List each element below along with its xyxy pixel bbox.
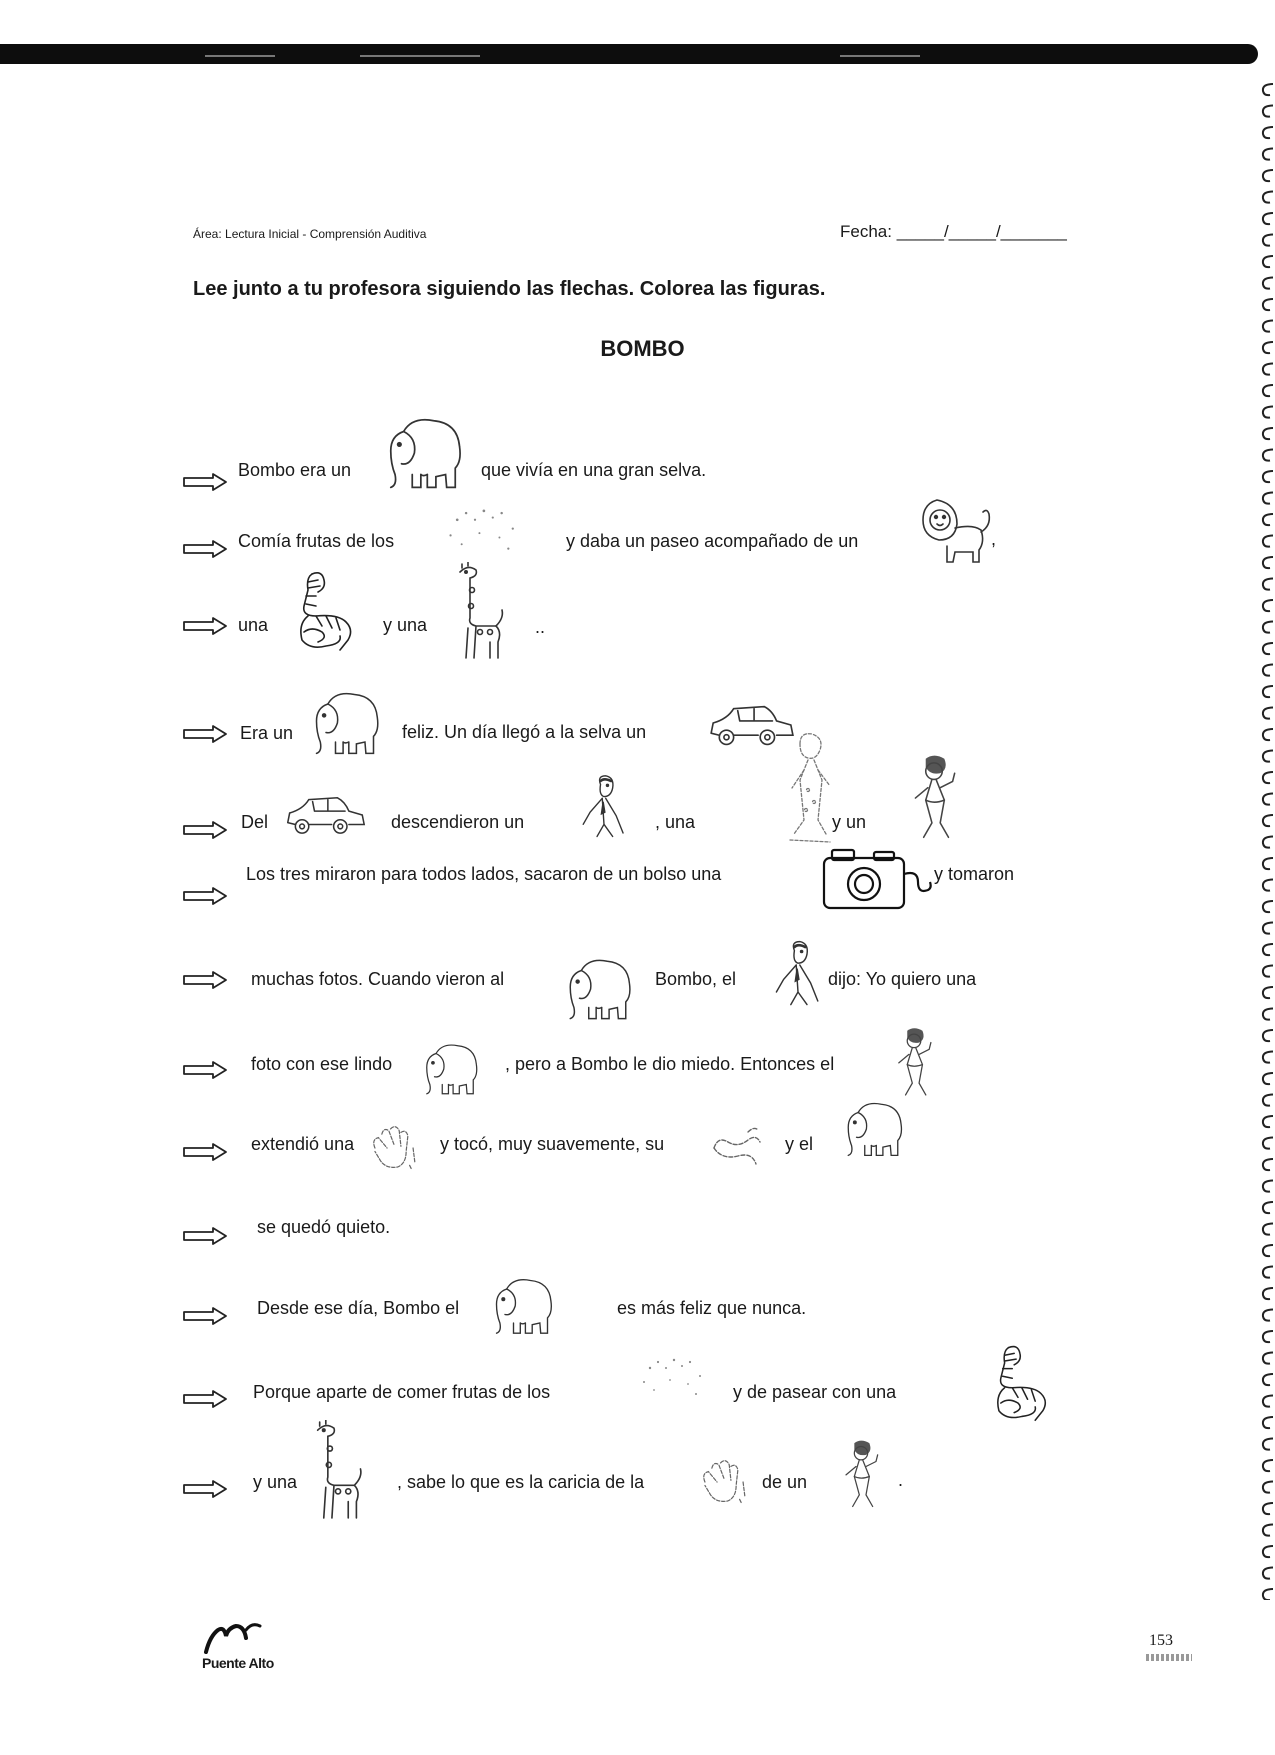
page-stamp: [1146, 1654, 1192, 1661]
spiral-coil: [1263, 1052, 1273, 1063]
story-line: [0, 1010, 1255, 1100]
story-text: Del: [241, 812, 269, 832]
spiral-coil: [1263, 149, 1273, 160]
zebra-icon: [978, 1340, 1058, 1426]
story-text: , pero a Bombo le dio miedo. Entonces el: [505, 1054, 835, 1074]
spiral-coil: [1263, 1116, 1273, 1127]
spiral-coil: [1263, 751, 1273, 762]
story-text: una: [238, 615, 269, 635]
spiral-coil: [1263, 385, 1273, 396]
spiral-coil: [1263, 1288, 1273, 1299]
story-text: Era un: [240, 723, 294, 743]
spiral-coil: [1263, 794, 1273, 805]
story-line: [0, 562, 1255, 652]
trees-icon: [630, 1354, 720, 1404]
right-arrow-icon: [183, 540, 227, 558]
spiral-coil: [1263, 1439, 1273, 1450]
spiral-coil: [1263, 1310, 1273, 1321]
spiral-coil: [1263, 643, 1273, 654]
trees-icon: [435, 504, 535, 560]
right-arrow-icon: [183, 617, 227, 635]
story-text: Bombo era un: [238, 460, 352, 480]
spiral-coil: [1263, 944, 1273, 955]
spiral-coil: [1263, 84, 1273, 95]
man-icon: [578, 772, 630, 842]
spiral-coil: [1263, 1331, 1273, 1342]
zebra-icon: [282, 566, 362, 656]
story-text: Comía frutas de los: [238, 531, 395, 551]
spiral-coil: [1263, 1482, 1273, 1493]
elephant-icon: [488, 1272, 556, 1340]
man-icon: [770, 938, 826, 1010]
spiral-coil: [1263, 1503, 1273, 1514]
spiral-coil: [1263, 493, 1273, 504]
spiral-coil: [1263, 321, 1273, 332]
story-text: de un: [762, 1472, 808, 1492]
giraffe-icon: [305, 1420, 367, 1522]
story-line: [0, 760, 1255, 850]
elephant-icon: [840, 1096, 906, 1162]
child-icon: [836, 1436, 886, 1512]
spiral-coil: [1263, 858, 1273, 869]
spiral-coil: [1263, 1417, 1273, 1428]
scan-streak: [205, 55, 275, 57]
story-text: descendieron un: [391, 812, 525, 832]
spiral-coil: [1263, 708, 1273, 719]
subject-area-label: Área: Lectura Inicial - Comprensión Auditiva: [193, 227, 427, 241]
spiral-coil: [1263, 837, 1273, 848]
spiral-coil: [1263, 192, 1273, 203]
spiral-coil: [1263, 1546, 1273, 1557]
spiral-coil: [1263, 514, 1273, 525]
story-line: [0, 680, 1255, 770]
story-text: ,: [991, 529, 997, 549]
elephant-icon: [418, 1038, 482, 1100]
lion-icon: [915, 490, 995, 570]
spiral-binding: [1258, 80, 1275, 1600]
spiral-coil: [1263, 729, 1273, 740]
spiral-coil: [1263, 1030, 1273, 1041]
logo-text: Puente Alto: [202, 1655, 274, 1671]
spiral-coil: [1263, 1396, 1273, 1407]
story-text: extendió una: [251, 1134, 355, 1154]
spiral-coil: [1263, 987, 1273, 998]
story-text: y un: [832, 812, 867, 832]
date-field-label: Fecha: _____/_____/_______: [840, 222, 1067, 241]
spiral-coil: [1263, 536, 1273, 547]
right-arrow-icon: [183, 1227, 227, 1245]
story-line: [0, 924, 1255, 1014]
spiral-coil: [1263, 815, 1273, 826]
right-arrow-icon: [183, 1480, 227, 1498]
right-arrow-icon: [183, 887, 227, 905]
scan-streak: [360, 55, 480, 57]
right-arrow-icon: [183, 821, 227, 839]
giraffe-icon: [448, 562, 508, 662]
story-text: , una: [655, 812, 696, 832]
story-text: foto con ese lindo: [251, 1054, 393, 1074]
woman-icon: [780, 730, 840, 850]
spiral-coil: [1263, 1245, 1273, 1256]
spiral-coil: [1263, 557, 1273, 568]
story-line: [0, 1340, 1255, 1430]
spiral-coil: [1263, 471, 1273, 482]
spiral-coil: [1263, 622, 1273, 633]
story-text: se quedó quieto.: [257, 1217, 391, 1237]
story-text: y una: [383, 615, 428, 635]
car-icon: [282, 790, 368, 838]
story-text: Los tres miraron para todos lados, sacaron de un bolso una: [246, 864, 722, 884]
story-text: Porque aparte de comer frutas de los: [253, 1382, 551, 1402]
right-arrow-icon: [183, 725, 227, 743]
story-line: [0, 366, 1255, 480]
spiral-coil: [1263, 1159, 1273, 1170]
top-scan-bar: [0, 44, 1258, 64]
page-number: 153: [1149, 1632, 1173, 1649]
right-arrow-icon: [183, 1307, 227, 1325]
hand-icon: [698, 1456, 750, 1508]
spiral-coil: [1263, 170, 1273, 181]
story-text: y de pasear con una: [733, 1382, 897, 1402]
spiral-coil: [1263, 772, 1273, 783]
camera-icon: [818, 844, 938, 914]
spiral-coil: [1263, 1202, 1273, 1213]
spiral-coil: [1263, 1374, 1273, 1385]
worksheet-instructions: Lee junto a tu profesora siguiendo las flechas. Colorea las figuras.: [193, 278, 826, 300]
spiral-coil: [1263, 1181, 1273, 1192]
spiral-coil: [1263, 686, 1273, 697]
spiral-coil: [1263, 1267, 1273, 1278]
spiral-coil: [1263, 1460, 1273, 1471]
spiral-coil: [1263, 579, 1273, 590]
spiral-coil: [1263, 450, 1273, 461]
story-line: [0, 1420, 1255, 1510]
spiral-coil: [1263, 600, 1273, 611]
spiral-coil: [1263, 1353, 1273, 1364]
spiral-coil: [1263, 278, 1273, 289]
scan-streak: [840, 55, 920, 57]
spiral-coil: [1263, 665, 1273, 676]
story-text: dijo: Yo quiero una: [828, 969, 977, 989]
story-line: [0, 840, 1255, 930]
trunk-icon: [707, 1122, 769, 1172]
spiral-coil: [1263, 213, 1273, 224]
story-text: , sabe lo que es la caricia de la: [397, 1472, 645, 1492]
story-text: ..: [535, 617, 546, 637]
story-text: y una: [253, 1472, 298, 1492]
story-line: [0, 1100, 1255, 1190]
story-text: es más feliz que nunca.: [617, 1298, 807, 1318]
spiral-coil: [1263, 1073, 1273, 1084]
spiral-coil: [1263, 407, 1273, 418]
spiral-coil: [1263, 1095, 1273, 1106]
story-text: que vivía en una gran selva.: [481, 460, 707, 480]
spiral-coil: [1263, 1009, 1273, 1020]
child-icon: [888, 1024, 940, 1100]
puente-alto-logo: [200, 1616, 264, 1656]
right-arrow-icon: [183, 1143, 227, 1161]
spiral-coil: [1263, 299, 1273, 310]
spiral-coil: [1263, 364, 1273, 375]
story-line: [0, 450, 1255, 551]
right-arrow-icon: [183, 1061, 227, 1079]
story-text: Desde ese día, Bombo el: [257, 1298, 460, 1318]
story-text: y tomaron: [934, 864, 1015, 884]
story-text: y tocó, muy suavemente, su: [440, 1134, 665, 1154]
spiral-coil: [1263, 1568, 1273, 1579]
story-text: y el: [785, 1134, 814, 1154]
spiral-coil: [1263, 1224, 1273, 1235]
story-text: y daba un paseo acompañado de un: [566, 531, 859, 551]
spiral-coil: [1263, 235, 1273, 246]
spiral-coil: [1263, 127, 1273, 138]
spiral-coil: [1263, 880, 1273, 891]
story-line: [0, 1260, 1255, 1350]
spiral-coil: [1263, 106, 1273, 117]
spiral-coil: [1263, 256, 1273, 267]
story-text: feliz. Un día llegó a la selva un: [402, 722, 647, 742]
right-arrow-icon: [183, 1390, 227, 1408]
story-text: muchas fotos. Cuando vieron al: [251, 969, 505, 989]
spiral-coil: [1263, 901, 1273, 912]
right-arrow-icon: [183, 971, 227, 989]
spiral-coil: [1263, 428, 1273, 439]
story-text: .: [898, 1470, 904, 1490]
story-title: BOMBO: [600, 336, 685, 361]
spiral-coil: [1263, 1589, 1273, 1600]
spiral-coil: [1263, 1138, 1273, 1149]
spiral-coil: [1263, 966, 1273, 977]
spiral-coil: [1263, 923, 1273, 934]
story-text: Bombo, el: [655, 969, 737, 989]
hand-icon: [368, 1120, 420, 1176]
spiral-coil: [1263, 1525, 1273, 1536]
elephant-icon: [305, 685, 385, 761]
child-icon: [903, 750, 965, 844]
